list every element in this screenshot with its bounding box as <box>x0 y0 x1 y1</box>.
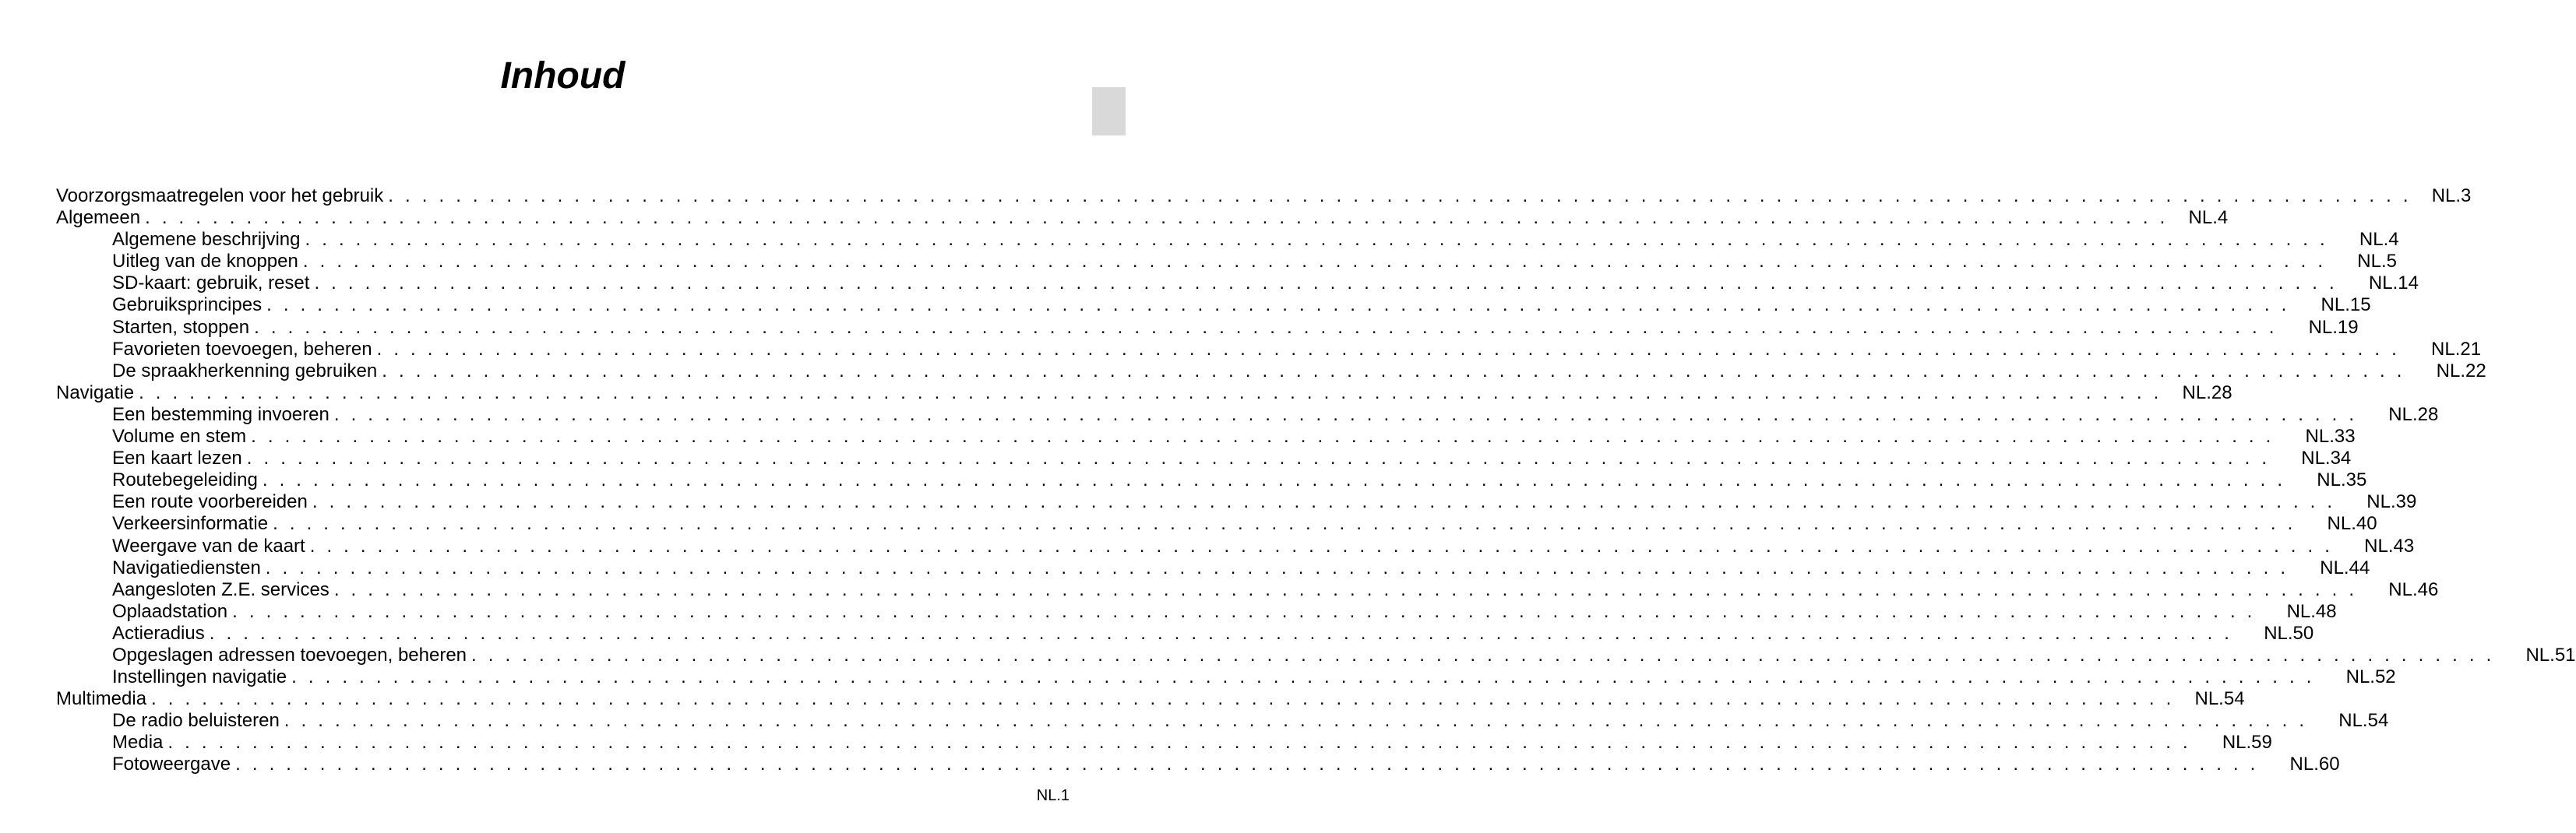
toc-section-entry[interactable] <box>56 207 2229 229</box>
toc-entry-label: Multimedia <box>56 688 147 710</box>
dot-leader: . . . . . . . . . . . . . . . . . . . . . . . . . . . . . . . . . . . . . . . . . . . . . . . . . . . . . . . . . . . . . . . . . . . . . . . . . . . . . . . . . . . . . . . . . . . . . . . . . . . . . . . . . . . . . . . . . . . . . . . . <box>314 272 2338 294</box>
toc-entry-page: NL.35 <box>2317 469 2367 491</box>
toc-entry-page: NL.15 <box>2321 294 2371 316</box>
dot-leader: . . . . . . . . . . . . . . . . . . . . . . . . . . . . . . . . . . . . . . . . . . . . . . . . . . . . . . . . . . . . . . . . . . . . . . . . . . . . . . . . . . . . . . . . . . . . . . . . . . . . . . . . . . . . . . . . . . . . . . . . <box>151 688 2175 710</box>
toc-entry-label: Voorzorgsmaatregelen voor het gebruik <box>56 185 384 206</box>
toc-entry-label: Uitleg van de knoppen <box>112 251 298 272</box>
toc-subsection-entry[interactable] <box>56 644 2576 666</box>
dot-leader: . . . . . . . . . . . . . . . . . . . . . . . . . . . . . . . . . . . . . . . . . . . . . . . . . . . . . . . . . . . . . . . . . . . . . . . . . . . . . . . . . . . . . . . . . . . . . . . . . . . . . . . . . . . . . . . . . . . . . . . . <box>232 600 2256 622</box>
toc-entry-label: Verkeersinformatie <box>112 513 269 535</box>
toc-entry-page: NL.28 <box>2182 381 2232 403</box>
toc-subsection-entry[interactable] <box>56 557 2370 579</box>
toc-entry-label: SD-kaart: gebruik, reset <box>112 272 310 294</box>
toc-subsection-entry[interactable] <box>56 426 2356 448</box>
toc-entry-label: Algemene beschrijving <box>112 229 301 251</box>
toc-entry-label: Navigatie <box>56 381 135 403</box>
toc-subsection-entry[interactable] <box>56 272 2419 294</box>
dot-leader: . . . . . . . . . . . . . . . . . . . . . . . . . . . . . . . . . . . . . . . . . . . . . . . . . . . . . . . . . . . . . . . . . . . . . . . . . . . . . . . . . . . . . . . . . . . . . . . . . . . . . . . . . . . . . . . . . . . . . . . . <box>145 207 2169 229</box>
toc-entry-label: Media <box>112 732 164 754</box>
dot-leader: . . . . . . . . . . . . . . . . . . . . . . . . . . . . . . . . . . . . . . . . . . . . . . . . . . . . . . . . . . . . . . . . . . . . . . . . . . . . . . . . . . . . . . . . . . . . . . . . . . . . . . . . . . . . . . . . . . . . . . . . <box>333 403 2358 425</box>
toc-section-entry[interactable] <box>56 688 2245 710</box>
dot-leader: . . . . . . . . . . . . . . . . . . . . . . . . . . . . . . . . . . . . . . . . . . . . . . . . . . . . . . . . . . . . . . . . . . . . . . . . . . . . . . . . . . . . . . . . . . . . . . . . . . . . . . . . . . . . . . . . . . . . . . . . <box>254 316 2278 338</box>
dot-leader: . . . . . . . . . . . . . . . . . . . . . . . . . . . . . . . . . . . . . . . . . . . . . . . . . . . . . . . . . . . . . . . . . . . . . . . . . . . . . . . . . . . . . . . . . . . . . . . . . . . . . . . . . . . . . . . . . . . . . . . . <box>376 338 2401 360</box>
toc-entry-page: NL.34 <box>2301 448 2352 469</box>
toc-subsection-entry[interactable] <box>56 535 2415 557</box>
toc-entry-page: NL.5 <box>2357 251 2397 272</box>
toc-subsection-entry[interactable] <box>56 251 2397 272</box>
dot-leader: . . . . . . . . . . . . . . . . . . . . . . . . . . . . . . . . . . . . . . . . . . . . . . . . . . . . . . . . . . . . . . . . . . . . . . . . . . . . . . . . . . . . . . . . . . . . . . . . . . . . . . . . . . . . . . . . . . . . . . . . <box>246 448 2271 469</box>
dot-leader: . . . . . . . . . . . . . . . . . . . . . . . . . . . . . . . . . . . . . . . . . . . . . . . . . . . . . . . . . . . . . . . . . . . . . . . . . . . . . . . . . . . . . . . . . . . . . . . . . . . . . . . . . . . . . . . . . . . . . . . . <box>333 578 2358 600</box>
toc-entry-label: Routebegeleiding <box>112 469 258 491</box>
toc-entry-label: Instellingen navigatie <box>112 666 287 688</box>
toc-subsection-entry[interactable] <box>56 469 2367 491</box>
toc-subsection-entry[interactable] <box>56 666 2396 688</box>
toc-subsection-entry[interactable] <box>56 622 2314 645</box>
toc-entry-page: NL.40 <box>2327 513 2377 535</box>
toc-entry-page: NL.33 <box>2305 426 2356 448</box>
table-of-contents <box>56 185 2576 776</box>
toc-entry-label: Favorieten toevoegen, beheren <box>112 338 372 360</box>
dot-leader: . . . . . . . . . . . . . . . . . . . . . . . . . . . . . . . . . . . . . . . . . . . . . . . . . . . . . . . . . . . . . . . . . . . . . . . . . . . . . . . . . . . . . . . . . . . . . . . . . . . . . . . . . . . . . . . . . . . . . . . . <box>251 426 2275 448</box>
dot-leader: . . . . . . . . . . . . . . . . . . . . . . . . . . . . . . . . . . . . . . . . . . . . . . . . . . . . . . . . . . . . . . . . . . . . . . . . . . . . . . . . . . . . . . . . . . . . . . . . . . . . . . . . . . . . . . . . . . . . . . . . <box>262 469 2286 491</box>
toc-section-entry[interactable] <box>56 185 2472 207</box>
page-number: NL.1 <box>1036 787 1070 804</box>
dot-leader: . . . . . . . . . . . . . . . . . . . . . . . . . . . . . . . . . . . . . . . . . . . . . . . . . . . . . . . . . . . . . . . . . . . . . . . . . . . . . . . . . . . . . . . . . . . . . . . . . . . . . . . . . . . . . . . . . . . . . . . . <box>273 513 2296 535</box>
dot-leader: . . . . . . . . . . . . . . . . . . . . . . . . . . . . . . . . . . . . . . . . . . . . . . . . . . . . . . . . . . . . . . . . . . . . . . . . . . . . . . . . . . . . . . . . . . . . . . . . . . . . . . . . . . . . . . . . . . . . . . . . <box>382 360 2405 381</box>
dot-leader: . . . . . . . . . . . . . . . . . . . . . . . . . . . . . . . . . . . . . . . . . . . . . . . . . . . . . . . . . . . . . . . . . . . . . . . . . . . . . . . . . . . . . . . . . . . . . . . . . . . . . . . . . . . . . . . . . . . . . . . . <box>266 294 2290 316</box>
toc-subsection-entry[interactable] <box>56 448 2352 469</box>
page-title: Inhoud <box>500 55 625 97</box>
toc-entry-page: NL.39 <box>2366 491 2417 513</box>
toc-subsection-entry[interactable] <box>56 403 2439 426</box>
toc-entry-page: NL.50 <box>2264 622 2314 644</box>
toc-entry-page: NL.60 <box>2289 754 2340 775</box>
toc-entry-page: NL.52 <box>2345 666 2396 688</box>
toc-entry-label: Starten, stoppen <box>112 316 250 338</box>
dot-leader: . . . . . . . . . . . . . . . . . . . . . . . . . . . . . . . . . . . . . . . . . . . . . . . . . . . . . . . . . . . . . . . . . . . . . . . . . . . . . . . . . . . . . . . . . . . . . . . . . . . . . . . . . . . . . . . . . . . . . . . . <box>305 229 2328 251</box>
toc-entry-label: Algemeen <box>56 207 141 229</box>
toc-entry-label: Gebruiksprincipes <box>112 294 263 316</box>
toc-subsection-entry[interactable] <box>56 316 2359 339</box>
toc-entry-page: NL.14 <box>2368 272 2419 294</box>
toc-entry-page: NL.44 <box>2320 557 2370 578</box>
toc-entry-label: Weergave van de kaart <box>112 535 305 557</box>
toc-entry-page: NL.19 <box>2308 316 2359 338</box>
toc-entry-page: NL.51 <box>2525 644 2576 666</box>
dot-leader: . . . . . . . . . . . . . . . . . . . . . . . . . . . . . . . . . . . . . . . . . . . . . . . . . . . . . . . . . . . . . . . . . . . . . . . . . . . . . . . . . . . . . . . . . . . . . . . . . . . . . . . . . . . . . . . . . . . . . . . . <box>312 491 2336 513</box>
toc-entry-page: NL.4 <box>2359 229 2399 251</box>
dot-leader: . . . . . . . . . . . . . . . . . . . . . . . . . . . . . . . . . . . . . . . . . . . . . . . . . . . . . . . . . . . . . . . . . . . . . . . . . . . . . . . . . . . . . . . . . . . . . . . . . . . . . . . . . . . . . . . . . . . . . . . . <box>209 622 2233 644</box>
toc-entry-page: NL.43 <box>2364 535 2415 557</box>
toc-entry-page: NL.48 <box>2286 600 2337 622</box>
toc-entry-page: NL.3 <box>2431 185 2472 206</box>
toc-section-entry[interactable] <box>56 381 2232 404</box>
toc-entry-page: NL.59 <box>2222 732 2272 754</box>
toc-entry-label: Oplaadstation <box>112 600 228 622</box>
toc-entry-label: Aangesloten Z.E. services <box>112 578 329 600</box>
toc-entry-label: De spraakherkenning gebruiken <box>112 360 378 381</box>
toc-subsection-entry[interactable] <box>56 513 2377 535</box>
toc-entry-label: Een bestemming invoeren <box>112 403 329 425</box>
toc-subsection-entry[interactable] <box>56 360 2486 382</box>
toc-subsection-entry[interactable] <box>56 754 2340 775</box>
toc-subsection-entry[interactable] <box>56 578 2439 601</box>
dot-leader: . . . . . . . . . . . . . . . . . . . . . . . . . . . . . . . . . . . . . . . . . . . . . . . . . . . . . . . . . . . . . . . . . . . . . . . . . . . . . . . . . . . . . . . . . . . . . . . . . . . . . . . . . . . . . . . . . . . . . . . . <box>388 185 2412 206</box>
dot-leader: . . . . . . . . . . . . . . . . . . . . . . . . . . . . . . . . . . . . . . . . . . . . . . . . . . . . . . . . . . . . . . . . . . . . . . . . . . . . . . . . . . . . . . . . . . . . . . . . . . . . . . . . . . . . . . . . . . . . . . . . <box>235 754 2259 775</box>
toc-entry-page: NL.28 <box>2388 403 2439 425</box>
toc-entry-page: NL.54 <box>2194 688 2245 710</box>
toc-entry-label: Een kaart lezen <box>112 448 242 469</box>
toc-entry-label: Opgeslagen adressen toevoegen, beheren <box>112 644 467 666</box>
toc-subsection-entry[interactable] <box>56 229 2399 251</box>
toc-entry-page: NL.4 <box>2188 207 2229 229</box>
dot-leader: . . . . . . . . . . . . . . . . . . . . . . . . . . . . . . . . . . . . . . . . . . . . . . . . . . . . . . . . . . . . . . . . . . . . . . . . . . . . . . . . . . . . . . . . . . . . . . . . . . . . . . . . . . . . . . . . . . . . . . . . <box>309 535 2334 557</box>
toc-subsection-entry[interactable] <box>56 600 2337 623</box>
side-tab-marker <box>1092 87 1126 135</box>
toc-entry-page: NL.21 <box>2431 338 2482 360</box>
dot-leader: . . . . . . . . . . . . . . . . . . . . . . . . . . . . . . . . . . . . . . . . . . . . . . . . . . . . . . . . . . . . . . . . . . . . . . . . . . . . . . . . . . . . . . . . . . . . . . . . . . . . . . . . . . . . . . . . . . . . . . . . <box>291 666 2315 688</box>
toc-entry-page: NL.54 <box>2338 710 2389 732</box>
dot-leader: . . . . . . . . . . . . . . . . . . . . . . . . . . . . . . . . . . . . . . . . . . . . . . . . . . . . . . . . . . . . . . . . . . . . . . . . . . . . . . . . . . . . . . . . . . . . . . . . . . . . . . . . . . . . . . . . . . . . . . . . <box>265 557 2289 578</box>
toc-entry-label: De radio beluisteren <box>112 710 280 732</box>
toc-entry-label: Een route voorbereiden <box>112 491 308 513</box>
toc-entry-label: Volume en stem <box>112 426 247 448</box>
toc-subsection-entry[interactable] <box>56 338 2482 360</box>
dot-leader: . . . . . . . . . . . . . . . . . . . . . . . . . . . . . . . . . . . . . . . . . . . . . . . . . . . . . . . . . . . . . . . . . . . . . . . . . . . . . . . . . . . . . . . . . . . . . . . . . . . . . . . . . . . . . . . . . . . . . . . . <box>471 644 2495 666</box>
toc-entry-page: NL.46 <box>2388 578 2439 600</box>
dot-leader: . . . . . . . . . . . . . . . . . . . . . . . . . . . . . . . . . . . . . . . . . . . . . . . . . . . . . . . . . . . . . . . . . . . . . . . . . . . . . . . . . . . . . . . . . . . . . . . . . . . . . . . . . . . . . . . . . . . . . . . . <box>284 710 2308 732</box>
toc-subsection-entry[interactable] <box>56 710 2389 732</box>
dot-leader: . . . . . . . . . . . . . . . . . . . . . . . . . . . . . . . . . . . . . . . . . . . . . . . . . . . . . . . . . . . . . . . . . . . . . . . . . . . . . . . . . . . . . . . . . . . . . . . . . . . . . . . . . . . . . . . . . . . . . . . . <box>167 732 2191 754</box>
dot-leader: . . . . . . . . . . . . . . . . . . . . . . . . . . . . . . . . . . . . . . . . . . . . . . . . . . . . . . . . . . . . . . . . . . . . . . . . . . . . . . . . . . . . . . . . . . . . . . . . . . . . . . . . . . . . . . . . . . . . . . . . <box>139 381 2162 403</box>
dot-leader: . . . . . . . . . . . . . . . . . . . . . . . . . . . . . . . . . . . . . . . . . . . . . . . . . . . . . . . . . . . . . . . . . . . . . . . . . . . . . . . . . . . . . . . . . . . . . . . . . . . . . . . . . . . . . . . . . . . . . . . . <box>302 251 2327 272</box>
toc-entry-label: Navigatiediensten <box>112 557 261 578</box>
toc-subsection-entry[interactable] <box>56 732 2272 754</box>
toc-entry-label: Fotoweergave <box>112 754 231 775</box>
toc-entry-label: Actieradius <box>112 622 205 644</box>
toc-subsection-entry[interactable] <box>56 491 2417 513</box>
toc-entry-page: NL.22 <box>2436 360 2486 381</box>
toc-subsection-entry[interactable] <box>56 294 2371 316</box>
